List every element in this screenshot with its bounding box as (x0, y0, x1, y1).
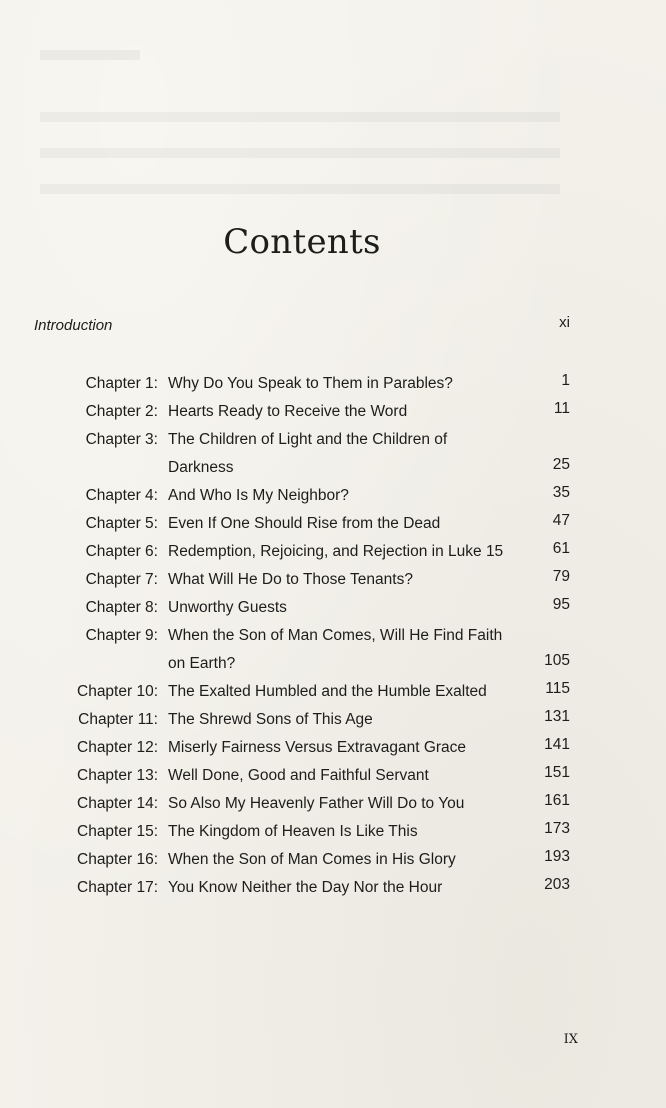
show-through-mark (40, 148, 560, 158)
toc-entry (0, 538, 666, 566)
chapter-page-number: 193 (544, 848, 570, 865)
toc-entry (0, 790, 666, 818)
chapter-number: Chapter 17: (77, 879, 158, 896)
show-through-mark (40, 184, 560, 194)
chapter-title: Hearts Ready to Receive the Word (168, 403, 408, 420)
chapter-page-number: 61 (552, 540, 570, 557)
chapter-page-number: 105 (544, 652, 570, 669)
chapter-title: Why Do You Speak to Them in Parables? (168, 375, 453, 392)
chapter-page-number: 95 (552, 596, 570, 613)
toc-entry (0, 566, 666, 594)
chapter-number: Chapter 9: (85, 627, 158, 644)
toc-entry (0, 818, 666, 846)
toc-entry (0, 874, 666, 902)
chapter-page-number: 47 (552, 512, 570, 529)
chapter-page-number: 161 (544, 792, 570, 809)
chapter-title: The Children of Light and the Children of Darkness (168, 431, 448, 476)
chapter-number: Chapter 2: (85, 403, 158, 420)
chapter-title: When the Son of Man Comes in His Glory (168, 851, 456, 868)
chapter-number: Chapter 15: (77, 823, 158, 840)
show-through-mark (40, 112, 560, 122)
chapter-page-number: 173 (544, 820, 570, 837)
chapter-number: Chapter 3: (85, 431, 158, 448)
page-title: Contents (223, 222, 381, 262)
chapter-number: Chapter 12: (77, 739, 158, 756)
chapter-number: Chapter 16: (77, 851, 158, 868)
chapter-number: Chapter 5: (85, 515, 158, 532)
toc-entry (0, 370, 666, 398)
chapter-title: Well Done, Good and Faithful Servant (168, 767, 429, 784)
chapter-number: Chapter 8: (85, 599, 158, 616)
show-through-mark (40, 50, 140, 60)
chapter-page-number: 115 (545, 680, 570, 697)
chapter-title: What Will He Do to Those Tenants? (168, 571, 413, 588)
page-folio: IX (563, 1032, 578, 1047)
chapter-page-number: 151 (544, 764, 570, 781)
chapter-title: You Know Neither the Day Nor the Hour (168, 879, 443, 896)
chapter-number: Chapter 14: (77, 795, 158, 812)
toc-entry (0, 510, 666, 538)
chapter-page-number: 79 (552, 568, 570, 585)
toc-entry (0, 426, 666, 482)
toc-entry (0, 706, 666, 734)
toc-entry (0, 622, 666, 678)
chapter-page-number: 11 (553, 400, 570, 417)
toc-entry (0, 846, 666, 874)
chapter-title: When the Son of Man Comes, Will He Find Faith on Earth? (168, 627, 503, 672)
toc-entry (0, 398, 666, 426)
chapter-number: Chapter 1: (85, 375, 158, 392)
toc-entry (0, 734, 666, 762)
chapter-title: The Kingdom of Heaven Is Like This (168, 823, 418, 840)
chapter-title: And Who Is My Neighbor? (168, 487, 349, 504)
chapter-page-number: 131 (544, 708, 570, 725)
chapter-number: Chapter 4: (85, 487, 158, 504)
chapter-title: Unworthy Guests (168, 599, 287, 616)
table-of-contents (0, 370, 666, 902)
introduction-page-number: xi (559, 314, 570, 331)
chapter-page-number: 141 (544, 736, 570, 753)
toc-entry (0, 482, 666, 510)
chapter-page-number: 35 (552, 484, 570, 501)
chapter-page-number: 25 (552, 456, 570, 473)
chapter-page-number: 203 (544, 876, 570, 893)
chapter-number: Chapter 10: (77, 683, 158, 700)
chapter-page-number: 1 (561, 372, 570, 389)
introduction-label: Introduction (34, 317, 113, 334)
chapter-number: Chapter 7: (85, 571, 158, 588)
toc-entry (0, 594, 666, 622)
chapter-number: Chapter 6: (85, 543, 158, 560)
chapter-title: The Exalted Humbled and the Humble Exalted (168, 683, 487, 700)
chapter-title: Redemption, Rejoicing, and Rejection in Luke 15 (168, 543, 504, 560)
chapter-title: The Shrewd Sons of This Age (168, 711, 373, 728)
toc-entry (0, 762, 666, 790)
chapter-title: Miserly Fairness Versus Extravagant Grace (168, 739, 467, 756)
chapter-number: Chapter 13: (77, 767, 158, 784)
chapter-number: Chapter 11: (78, 711, 158, 728)
chapter-title: So Also My Heavenly Father Will Do to You (168, 795, 465, 812)
chapter-title: Even If One Should Rise from the Dead (168, 515, 441, 532)
toc-entry (0, 678, 666, 706)
